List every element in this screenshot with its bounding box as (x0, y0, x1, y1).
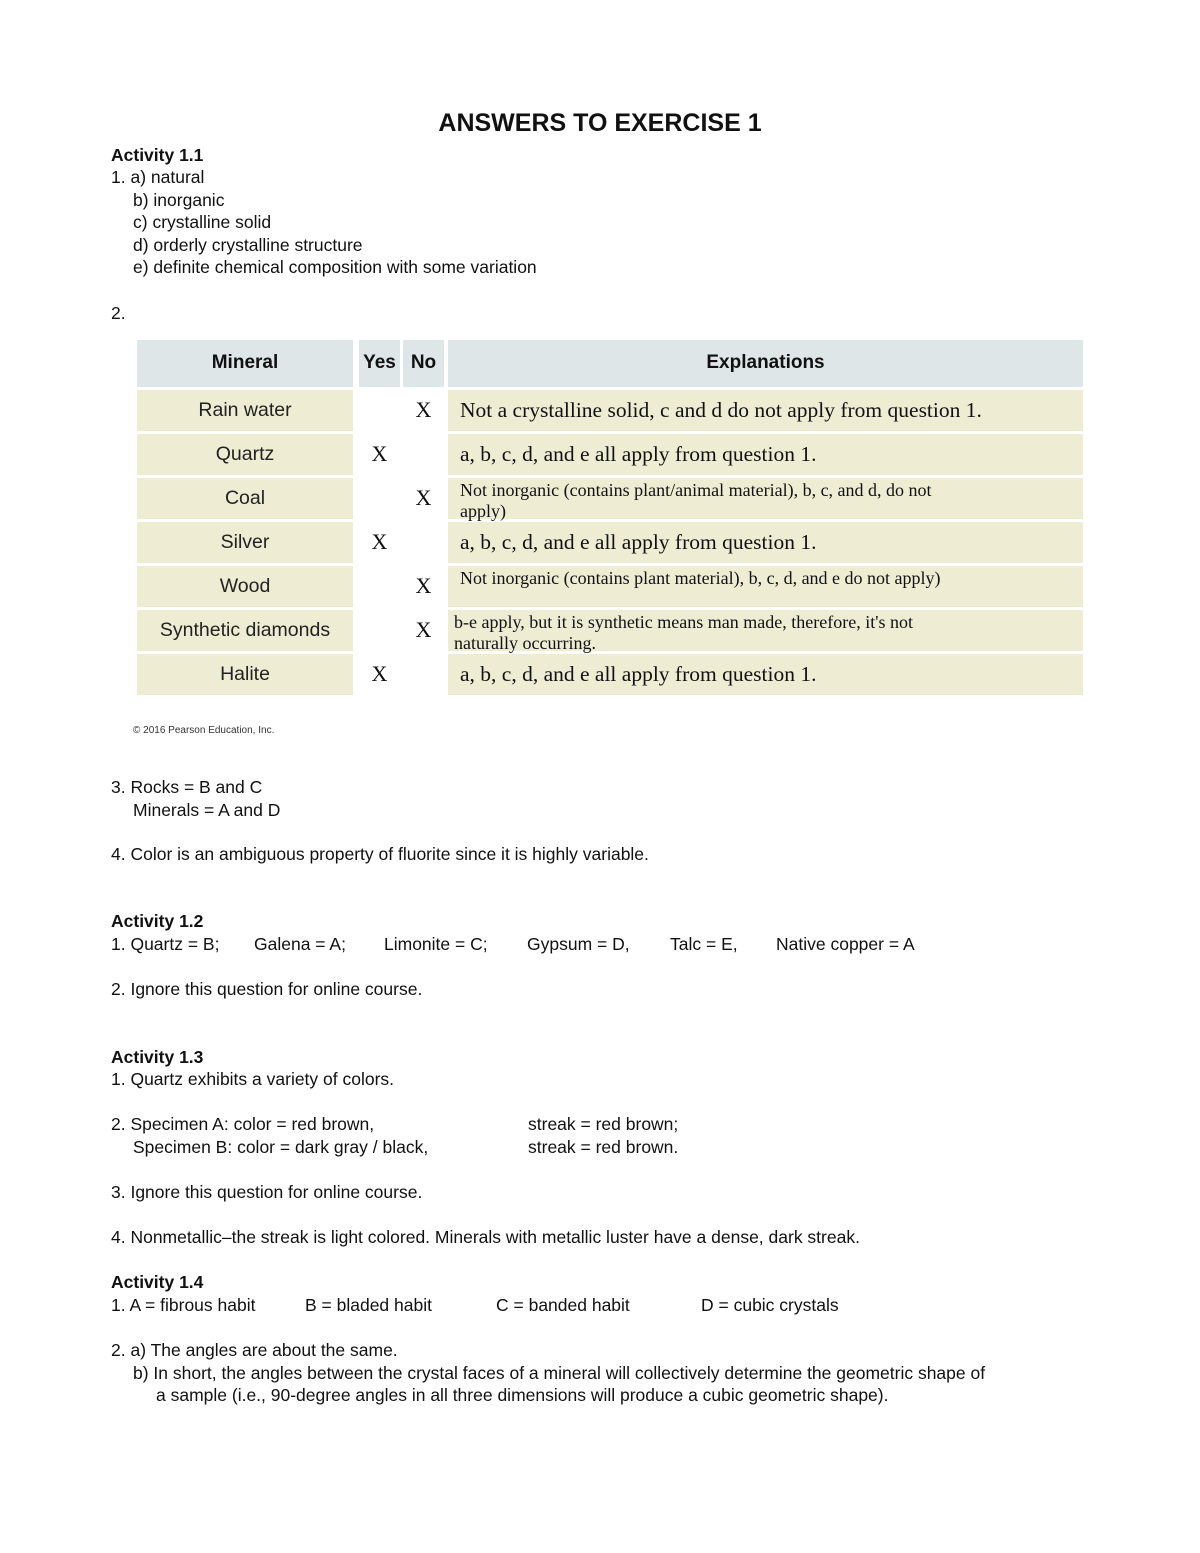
activity-1-2-q1-talc: Talc = E, (670, 934, 738, 954)
activity-1-3-q3: 3. Ignore this question for online course. (111, 1182, 423, 1202)
table-row-mineral: Wood (137, 566, 353, 607)
header-yes: Yes (359, 340, 400, 387)
table-row-explanation: b-e apply, but it is synthetic means man made, therefore, it's not naturally occurring. (448, 610, 1083, 651)
activity-1-2-q1-limonite: Limonite = C; (384, 934, 488, 954)
table-row-mineral: Rain water (137, 390, 353, 431)
activity-1-1-q1-a: 1. a) natural (111, 167, 205, 187)
activity-1-3-q2-specimen-b: Specimen B: color = dark gray / black, (133, 1137, 429, 1157)
table-row-no: X (403, 610, 444, 651)
activity-1-4-q1-d: D = cubic crystals (701, 1295, 839, 1315)
activity-1-4-q2-b: b) In short, the angles between the crystal faces of a mineral will collectively determine the geometric shape of (133, 1363, 986, 1383)
header-mineral: Mineral (137, 340, 353, 387)
table-row-no: X (403, 390, 444, 431)
table-row-explanation: a, b, c, d, and e all apply from question 1. (448, 522, 1083, 563)
table-row-mineral: Quartz (137, 434, 353, 475)
activity-1-2-q1-galena: Galena = A; (254, 934, 346, 954)
activity-1-1-q1-e: e) definite chemical composition with some variation (133, 257, 537, 277)
table-row-mineral: Silver (137, 522, 353, 563)
table-row-explanation: Not inorganic (contains plant material), b, c, d, and e do not apply) (448, 566, 1083, 607)
table-row-yes: X (359, 654, 400, 695)
activity-1-1-q1-c: c) crystalline solid (133, 212, 272, 232)
activity-1-1-heading: Activity 1.1 (111, 145, 204, 165)
activity-1-2-q1-native-copper: Native copper = A (776, 934, 915, 954)
table-row-yes (359, 390, 400, 431)
activity-1-2-q1-gypsum: Gypsum = D, (527, 934, 630, 954)
activity-1-2-q1-quartz: 1. Quartz = B; (111, 934, 220, 954)
activity-1-2-heading: Activity 1.2 (111, 911, 204, 931)
table-row-explanation: Not a crystalline solid, c and d do not apply from question 1. (448, 390, 1083, 431)
table-copyright: © 2016 Pearson Education, Inc. (133, 725, 275, 736)
table-row-explanation: Not inorganic (contains plant/animal material), b, c, and d, do not apply) (448, 478, 1083, 519)
table-row-no (403, 434, 444, 475)
activity-1-4-heading: Activity 1.4 (111, 1272, 204, 1292)
activity-1-3-q2-streak-b: streak = red brown. (528, 1137, 679, 1157)
table-row-yes: X (359, 434, 400, 475)
activity-1-1-q3-rocks: 3. Rocks = B and C (111, 777, 263, 797)
activity-1-3-q4: 4. Nonmetallic–the streak is light colored. Minerals with metallic luster have a dense, dark streak. (111, 1227, 860, 1247)
activity-1-2-q2: 2. Ignore this question for online course. (111, 979, 423, 999)
activity-1-3-q1: 1. Quartz exhibits a variety of colors. (111, 1069, 395, 1089)
activity-1-4-q2-b-cont: a sample (i.e., 90-degree angles in all three dimensions will produce a cubic geometric shape). (156, 1385, 889, 1405)
table-row-no (403, 522, 444, 563)
table-row-mineral: Coal (137, 478, 353, 519)
activity-1-3-heading: Activity 1.3 (111, 1047, 204, 1067)
activity-1-1-q3-minerals: Minerals = A and D (133, 800, 281, 820)
table-row-explanation: a, b, c, d, and e all apply from question 1. (448, 654, 1083, 695)
table-row-mineral: Halite (137, 654, 353, 695)
table-row-no: X (403, 566, 444, 607)
header-no: No (403, 340, 444, 387)
activity-1-4-q2-a: 2. a) The angles are about the same. (111, 1340, 398, 1360)
activity-1-1-q2-label: 2. (111, 303, 126, 323)
header-explanations: Explanations (448, 340, 1083, 387)
table-row-no (403, 654, 444, 695)
activity-1-4-q1-b: B = bladed habit (305, 1295, 432, 1315)
activity-1-1-q1-b: b) inorganic (133, 190, 225, 210)
table-row-yes (359, 566, 400, 607)
table-row-yes (359, 478, 400, 519)
table-row-no: X (403, 478, 444, 519)
activity-1-1-q1-d: d) orderly crystalline structure (133, 235, 363, 255)
activity-1-1-q4: 4. Color is an ambiguous property of fluorite since it is highly variable. (111, 844, 649, 864)
table-row-mineral: Synthetic diamonds (137, 610, 353, 651)
table-row-yes: X (359, 522, 400, 563)
activity-1-4-q1-a: 1. A = fibrous habit (111, 1295, 256, 1315)
activity-1-3-q2-specimen-a: 2. Specimen A: color = red brown, (111, 1114, 375, 1134)
table-row-explanation: a, b, c, d, and e all apply from question 1. (448, 434, 1083, 475)
activity-1-4-q1-c: C = banded habit (496, 1295, 630, 1315)
page-title: ANSWERS TO EXERCISE 1 (438, 109, 762, 137)
activity-1-3-q2-streak-a: streak = red brown; (528, 1114, 679, 1134)
table-row-yes (359, 610, 400, 651)
